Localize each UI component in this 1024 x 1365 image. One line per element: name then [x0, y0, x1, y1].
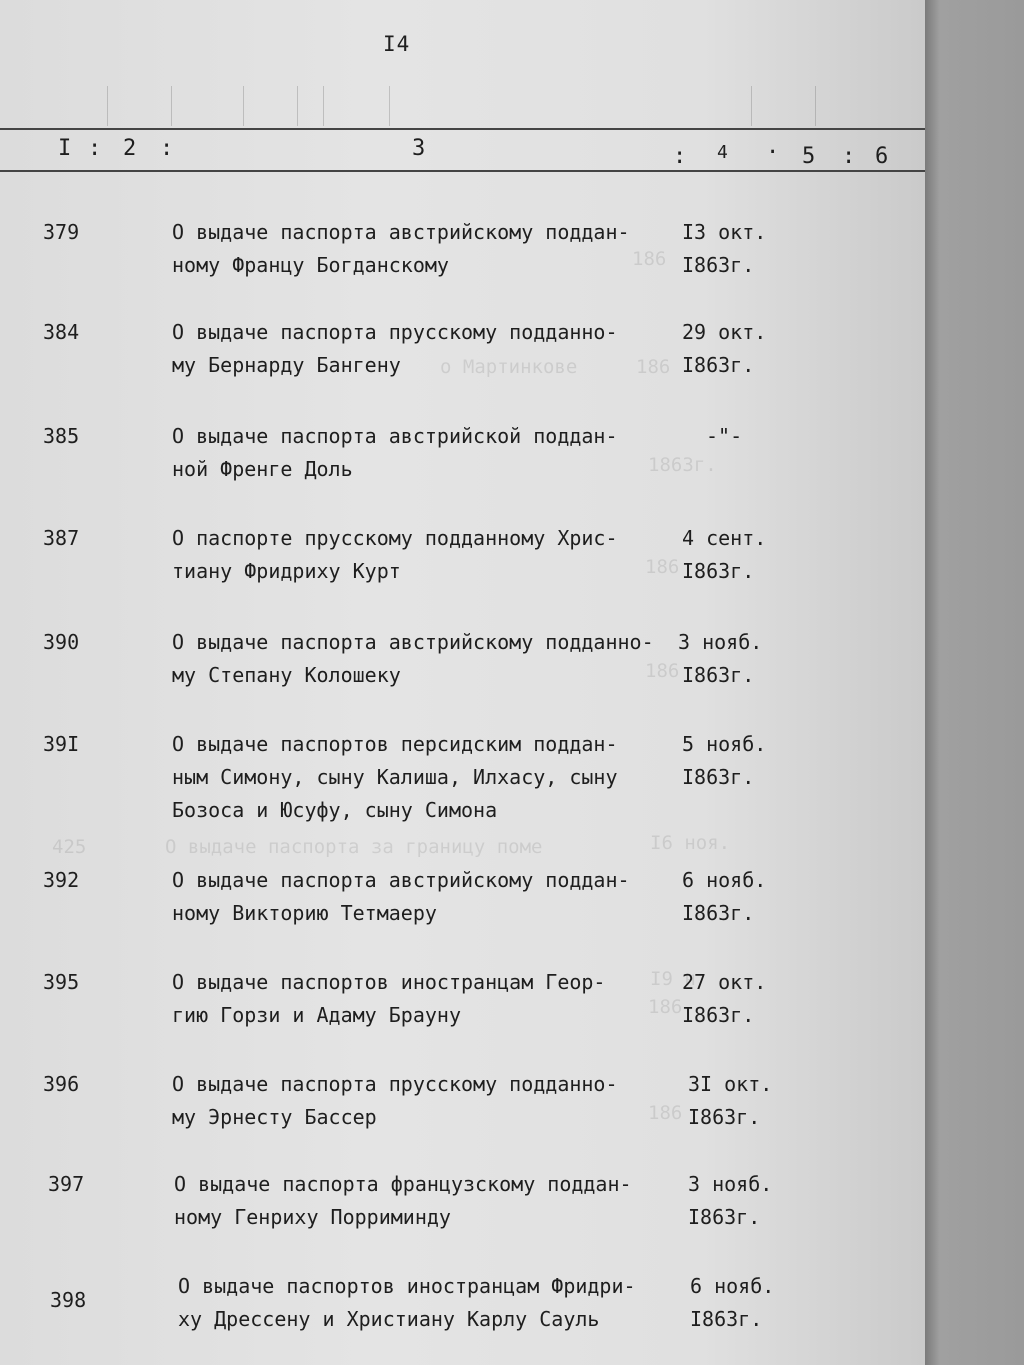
header-rule-top [0, 128, 935, 130]
date-line: 5 нояб. [682, 732, 767, 756]
title-line: му Степану Колошеку [172, 663, 401, 687]
entry-date [688, 1168, 788, 1234]
entry-number: 384 [43, 320, 80, 344]
column-number: 4 [717, 142, 728, 163]
ghost-cell [298, 86, 324, 126]
date-line: 27 окт. [682, 970, 767, 994]
title-line: О выдаче паспортов иностранцам Геор- [172, 970, 606, 994]
entry-number: 379 [43, 220, 80, 244]
bleed-through-mark: о Мартинкове [440, 356, 578, 378]
entry-date [682, 966, 782, 1032]
column-number: 6 [875, 144, 889, 169]
entry-title [178, 1270, 698, 1336]
date-line: 3 нояб. [688, 1172, 773, 1196]
entry-number: 397 [48, 1172, 85, 1196]
date-line: 6 нояб. [682, 868, 767, 892]
entry-title [172, 316, 692, 382]
bleed-through-mark: 186 [645, 660, 680, 682]
entry-number: 398 [50, 1288, 87, 1312]
entry-title [172, 420, 692, 486]
entry-number: 387 [43, 526, 80, 550]
entry-number: 396 [43, 1072, 80, 1096]
bleed-through-mark: 186 [645, 556, 680, 578]
entry-title [172, 216, 692, 282]
title-line: тиану Фридриху Курт [172, 559, 401, 583]
date-line: 3 нояб. [678, 630, 763, 654]
entry-date [682, 728, 782, 794]
title-line: ным Симону, сыну Калиша, Илхасу, сыну [172, 765, 618, 789]
date-line: 4 сент. [682, 526, 767, 550]
date-line: I3 окт. [682, 220, 767, 244]
date-line: I863г. [682, 353, 755, 377]
title-line: О выдаче паспорта прусскому подданно- [172, 1072, 618, 1096]
entry-date [678, 626, 778, 692]
entry-number: 39I [43, 732, 80, 756]
entry-title [172, 728, 692, 827]
header-rule-bottom [0, 170, 935, 172]
title-line: О выдаче паспорта австрийскому подданно- [172, 630, 654, 654]
title-line: О выдаче паспортов персидским поддан- [172, 732, 618, 756]
date-line: I863г. [682, 559, 755, 583]
ghost-cell [244, 86, 298, 126]
date-line: I863г. [682, 663, 755, 687]
date-line: I863г. [682, 901, 755, 925]
date-line: 3I окт. [688, 1072, 773, 1096]
ghost-cell [390, 86, 752, 126]
title-line: му Эрнесту Бассер [172, 1105, 377, 1129]
title-line: О выдаче паспорта французскому поддан- [174, 1172, 632, 1196]
column-separator: : [160, 136, 174, 161]
ghost-cell [108, 86, 172, 126]
title-line: О паспорте прусскому подданному Хрис- [172, 526, 618, 550]
entry-date [682, 216, 782, 282]
title-line: гию Горзи и Адаму Брауну [172, 1003, 461, 1027]
column-number: 3 [412, 136, 426, 161]
bleed-through-mark: 186 [648, 1102, 683, 1124]
bleed-through-mark: 186 [636, 356, 671, 378]
entry-number: 385 [43, 424, 80, 448]
title-line: Бозоса и Юсуфу, сыну Симона [172, 798, 498, 822]
entry-title [172, 864, 692, 930]
entry-date [690, 1270, 790, 1336]
ghost-cell [324, 86, 390, 126]
bleed-through-header [0, 86, 925, 126]
column-separator: : [842, 144, 856, 169]
page-edge-shadow [925, 0, 1024, 1365]
bleed-through-mark: 1863г. [648, 454, 717, 476]
date-line: I863г. [682, 1003, 755, 1027]
page-number: I4 [383, 32, 411, 56]
bleed-through-mark: 186 [648, 996, 683, 1018]
entry-date [682, 316, 782, 382]
date-ditto-mark: -"- [706, 424, 743, 448]
title-line: О выдаче паспорта австрийскому поддан- [172, 220, 630, 244]
ghost-cell [816, 86, 925, 126]
title-line: ной Френге Доль [172, 457, 353, 481]
entry-date [682, 522, 782, 588]
title-line: ному Францу Богданскому [172, 253, 449, 277]
column-number: I [58, 136, 72, 161]
bleed-through-mark: I6 ноя. [650, 832, 731, 854]
title-line: ному Викторию Тетмаеру [172, 901, 437, 925]
ghost-cell [752, 86, 816, 126]
title-line: О выдаче паспорта австрийской поддан- [172, 424, 618, 448]
bleed-through-mark: 425 [52, 836, 87, 858]
entry-title [172, 626, 692, 692]
title-line: му Бернарду Бангену [172, 353, 401, 377]
entry-title [174, 1168, 694, 1234]
title-line: О выдаче паспорта австрийскому поддан- [172, 868, 630, 892]
column-number-row [0, 136, 925, 168]
date-line: I863г. [682, 765, 755, 789]
entry-date [688, 1068, 788, 1134]
column-separator: · [766, 140, 780, 165]
date-line: I863г. [688, 1205, 761, 1229]
column-number: 2 [123, 136, 137, 161]
bleed-through-mark: I9 н [650, 968, 696, 990]
date-line: I863г. [688, 1105, 761, 1129]
bleed-through-mark: 186 [632, 248, 667, 270]
entry-number: 390 [43, 630, 80, 654]
column-separator: : [88, 136, 102, 161]
title-line: ному Генриху Порриминду [174, 1205, 451, 1229]
date-line: I863г. [690, 1307, 763, 1331]
entry-date [682, 864, 782, 930]
ghost-cell [0, 86, 108, 126]
date-line: 29 окт. [682, 320, 767, 344]
bleed-through-mark: О выдаче паспорта за границу поме [165, 836, 543, 858]
title-line: О выдаче паспортов иностранцам Фридри- [178, 1274, 636, 1298]
ghost-cell [172, 86, 244, 126]
entry-title [172, 966, 692, 1032]
entry-number: 392 [43, 868, 80, 892]
column-separator: : [673, 144, 687, 169]
date-line: 6 нояб. [690, 1274, 775, 1298]
column-number: 5 [802, 144, 816, 169]
entry-title [172, 1068, 692, 1134]
title-line: О выдаче паспорта прусскому подданно- [172, 320, 618, 344]
title-line: ху Дрессену и Христиану Карлу Сауль [178, 1307, 600, 1331]
date-line: I863г. [682, 253, 755, 277]
entry-title [172, 522, 692, 588]
entry-date [706, 420, 806, 453]
entry-number: 395 [43, 970, 80, 994]
